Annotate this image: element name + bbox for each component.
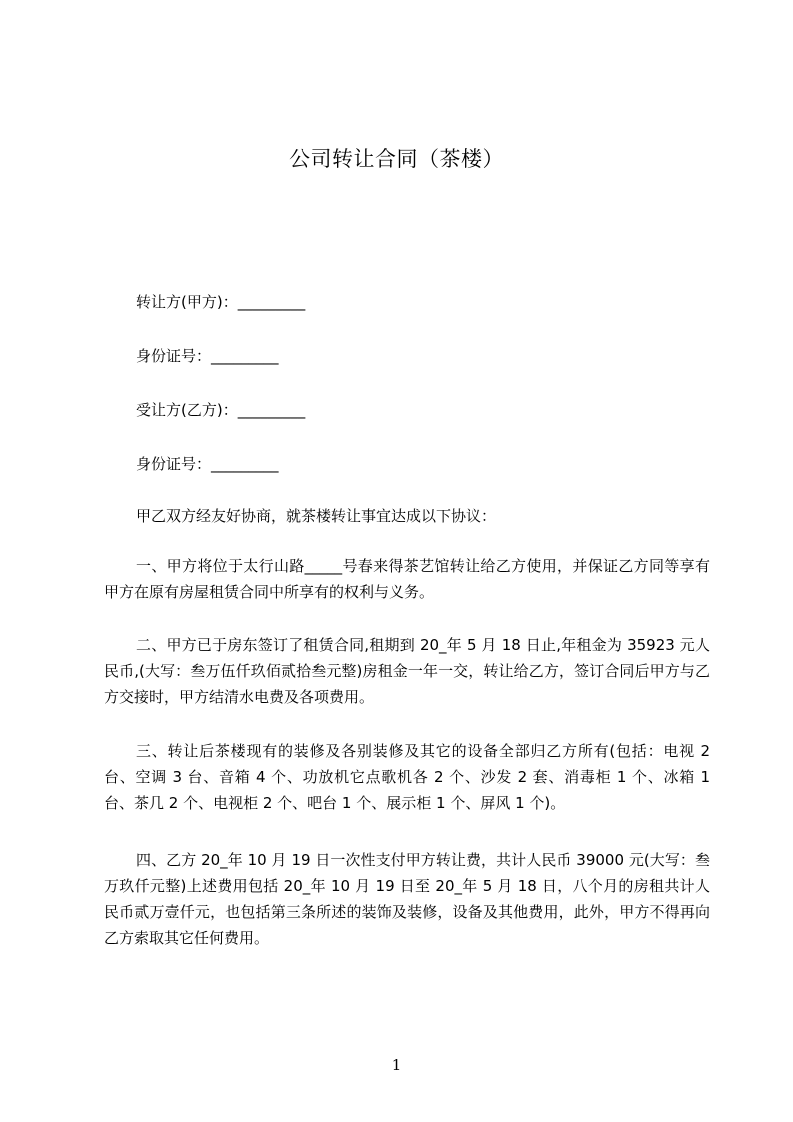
clause-1: 一、甲方将位于太行山路_____号春来得茶艺馆转让给乙方使用，并保证乙方同等享有甲方在原有房屋租赁合同中所享有的权利与义务。 [104,557,710,601]
transferor-id-field: 身份证号：_________ [136,347,279,365]
clause-2: 二、甲方已于房东签订了租赁合同,租期到 20_年 5 月 18 日止,年租金为 35923 元人民币,(大写：叁万伍仟玖佰贰拾叁元整)房租金一年一交，转让给乙方，签订合同后甲方与乙方交接时，甲方结清水电费及各项费用。 [104,636,710,706]
transferee-field: 受让方(乙方)：_________ [136,401,306,419]
clause-4: 四、乙方 20_年 10 月 19 日一次性支付甲方转让费，共计人民币 39000 元(大写：叁万玖仟元整)上述费用包括 20_年 10 月 19 日至 20_年 5 月 18 日，八个月的房租共计人民币贰万壹仟元，也包括第三条所述的装饰及装修，设备及其他费用，此外，甲方不得再向乙方索取其它任何费用。 [104,851,710,947]
page-number: 1 [391,1056,402,1074]
agreement-intro: 甲乙双方经友好协商，就茶楼转让事宜达成以下协议： [136,507,497,525]
transferee-id-field: 身份证号：_________ [136,455,279,473]
transferor-field: 转让方(甲方)：_________ [136,293,306,311]
clause-3: 三、转让后茶楼现有的装修及各别装修及其它的设备全部归乙方所有(包括：电视 2 台、空调 3 台、音箱 4 个、功放机它点歌机各 2 个、沙发 2 套、消毒柜 1 个、冰箱 1 台、茶几 2 个、电视柜 2 个、吧台 1 个、展示柜 1 个、屏风 1 个)。 [104,742,710,812]
document-title: 公司转让合同（茶楼） [289,147,504,171]
